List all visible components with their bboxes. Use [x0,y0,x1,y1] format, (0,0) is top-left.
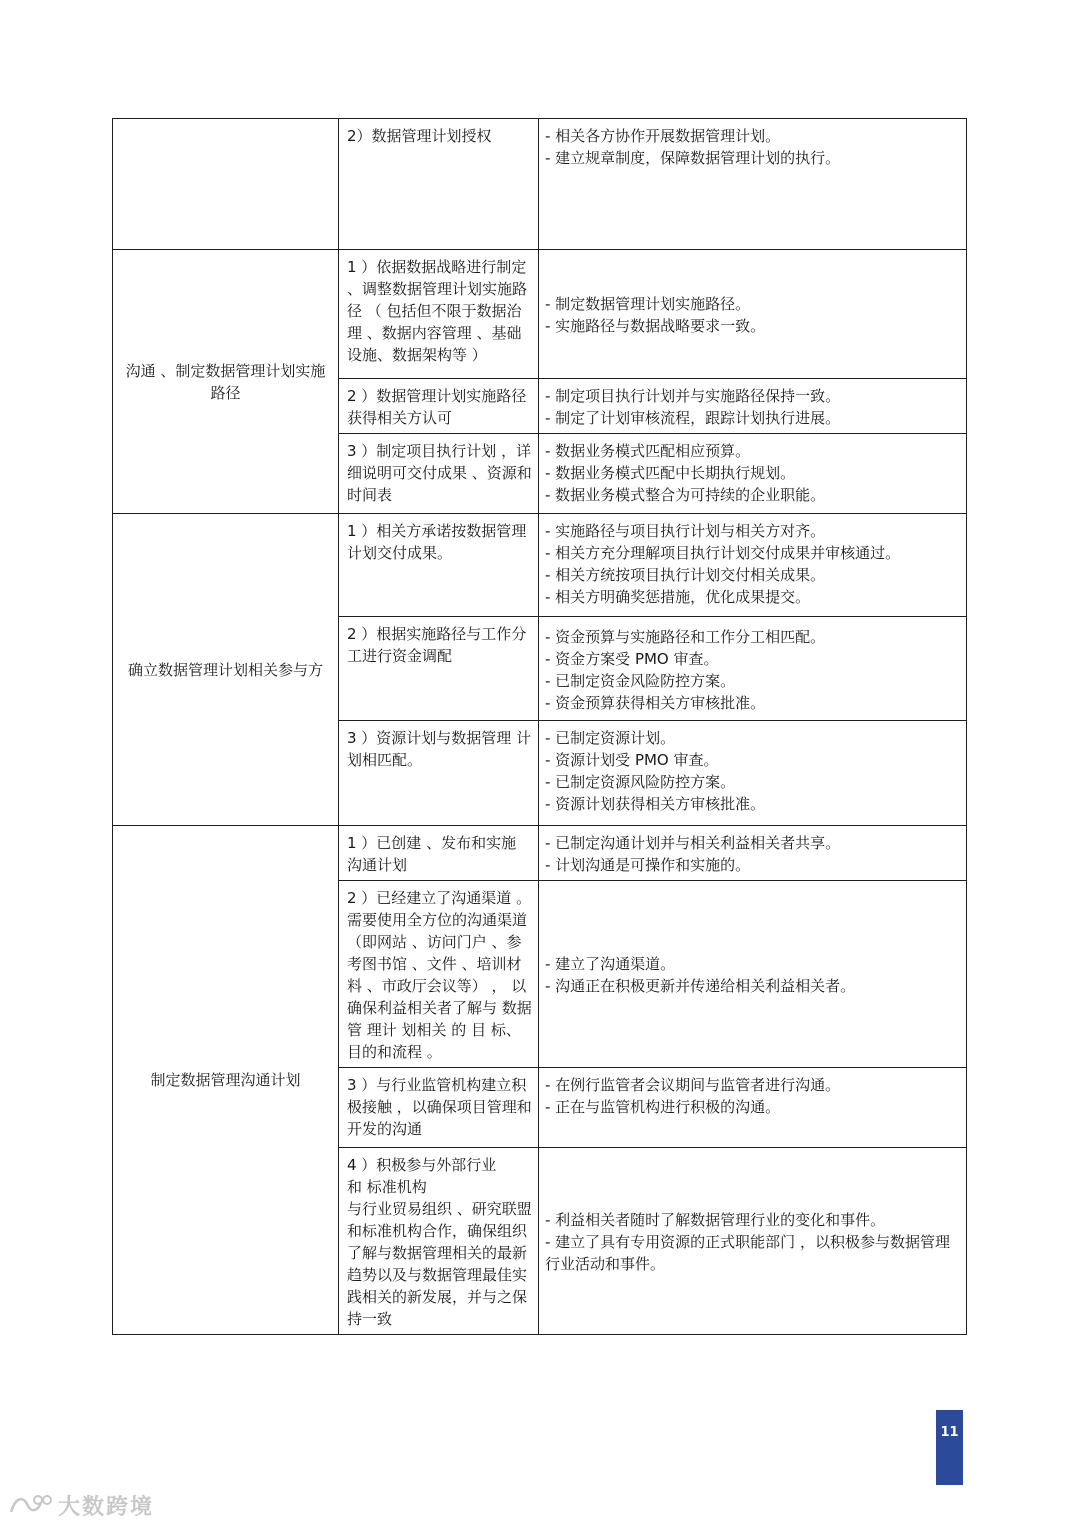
action-cell [339,119,539,250]
criteria-item: - 资金预算获得相关方审核批准。 [545,693,766,712]
criteria-item: - 实施路径与项目执行计划与相关方对齐。 [545,522,826,540]
criteria-item: - 资源计划获得相关方审核批准。 [545,795,766,813]
criteria-cell [539,250,967,379]
criteria-item: - 数据业务模式匹配中长期执行规划。 [545,464,796,482]
action-cell [339,721,539,826]
action-cell [339,1068,539,1148]
criteria-cell [539,1148,967,1335]
criteria-item: - 制定数据管理计划实施路径。 [545,295,751,313]
criteria-cell [539,617,967,721]
criteria-item: - 已制定资金风险防控方案。 [545,671,736,690]
stage-label: 制定数据管理沟通计划 [150,1071,301,1089]
action-text: 2）数据管理计划授权 [347,127,492,145]
action-text: 1 ）已创建 、发布和实施 沟通计划 [347,834,517,874]
criteria-item: - 相关方明确奖惩措施，优化成果提交。 [545,588,811,606]
criteria-item: - 已制定资源计划。 [545,729,676,747]
action-text: 3 ）资源计划与数据管理 计划相匹配。 [347,729,532,769]
action-text: 2 ）根据实施路径与工作分工进行资金调配 [347,625,527,665]
action-text: 2 ）数据管理计划实施路径获得相关方认可 [347,387,527,427]
criteria-item: - 相关各方协作开展数据管理计划。 [545,127,781,145]
stage-label: 确立数据管理计划相关参与方 [127,660,323,679]
action-text: 1 ）依据数据战略进行制定 、调整数据管理计划实施路径 （ 包括但不限于数据治理 、数据内容管理 、基础设施、数据架构等 ） [347,258,528,364]
criteria-cell [539,379,967,434]
criteria-item: - 资源计划受 PMO 审查。 [545,751,719,769]
stage-label: 沟通 、制定数据管理计划实施路径 [125,361,326,402]
action-cell [339,881,539,1068]
criteria-item: - 在例行监管者会议期间与监管者进行沟通。 [545,1076,841,1094]
criteria-cell [539,721,967,826]
criteria-cell [539,514,967,617]
criteria-item: - 利益相关者随时了解数据管理行业的变化和事件。 [545,1211,886,1229]
watermark-text: 大数跨境 [58,1494,155,1520]
watermark-logo-icon [8,1492,54,1518]
action-text: 4 ）积极参与外部行业 [347,1156,497,1174]
action-cell [339,1148,539,1335]
action-text: 2 ）已经建立了沟通渠道 。需要使用全方位的沟通渠道（即网站 、访问门户 、参考图书馆 、文件 、培训材料 、市政厅会议等） ， 以确保利益相关者了解与 数据管 理计 划相关 的 目 标、目的和流程 。 [347,889,532,1061]
stage-cell [113,119,339,250]
criteria-item: - 资金方案受 PMO 审查。 [545,649,719,668]
criteria-cell [539,826,967,881]
action-text: 与行业贸易组织 、研究联盟和标准机构合作，确保组织了解与数据管理相关的最新趋势以及与数据管理最佳实践相关的新发展，并与之保持一致 [347,1200,532,1328]
criteria-item: - 相关方统按项目执行计划交付相关成果。 [545,566,826,584]
action-text: 3 ）制定项目执行计划 ，详细说明可交付成果 、资源和时间表 [347,442,532,504]
watermark [8,1490,154,1520]
criteria-item: - 建立了具有专用资源的正式职能部门 ，以积极参与数据管理行业活动和事件。 [545,1233,950,1273]
criteria-item: - 建立了沟通渠道。 [545,955,676,973]
criteria-item: - 已制定资源风险防控方案。 [545,773,736,791]
action-cell [339,434,539,514]
criteria-item: - 沟通正在积极更新并传递给相关利益相关者。 [545,977,856,995]
action-text: 和 标准机构 [347,1178,427,1196]
table-row [113,826,967,881]
action-text: 3 ）与行业监管机构建立积极接触 ，以确保项目管理和开发的沟通 [347,1076,532,1138]
criteria-item: - 已制定沟通计划并与相关利益相关者共享。 [545,834,841,852]
criteria-item: - 制定了计划审核流程，跟踪计划执行进展。 [545,409,841,427]
criteria-item: - 实施路径与数据战略要求一致。 [545,317,766,335]
table-row [113,514,967,617]
page-number: 11 [940,1425,959,1440]
criteria-item: - 数据业务模式整合为可持续的企业职能。 [545,486,826,504]
criteria-cell [539,434,967,514]
action-cell [339,379,539,434]
criteria-cell [539,1068,967,1148]
criteria-item: - 建立规章制度，保障数据管理计划的执行。 [545,149,841,167]
criteria-item: - 资金预算与实施路径和工作分工相匹配。 [545,627,826,646]
page-number-badge [936,1410,963,1485]
action-cell [339,826,539,881]
criteria-item: - 计划沟通是可操作和实施的。 [545,856,751,874]
criteria-item: - 相关方充分理解项目执行计划交付成果并审核通过。 [545,544,901,562]
action-cell [339,250,539,379]
stage-cell [113,826,339,1335]
action-text: 1 ）相关方承诺按数据管理计划交付成果。 [347,522,527,562]
action-cell [339,514,539,617]
action-cell [339,617,539,721]
criteria-cell [539,119,967,250]
stage-cell [113,250,339,514]
criteria-item: - 制定项目执行计划并与实施路径保持一致。 [545,387,841,405]
stage-cell [113,514,339,826]
table-row [113,250,967,379]
table-row [113,119,967,250]
requirements-table [112,118,967,1335]
criteria-cell [539,881,967,1068]
criteria-item: - 数据业务模式匹配相应预算。 [545,442,751,460]
criteria-item: - 正在与监管机构进行积极的沟通。 [545,1098,781,1116]
